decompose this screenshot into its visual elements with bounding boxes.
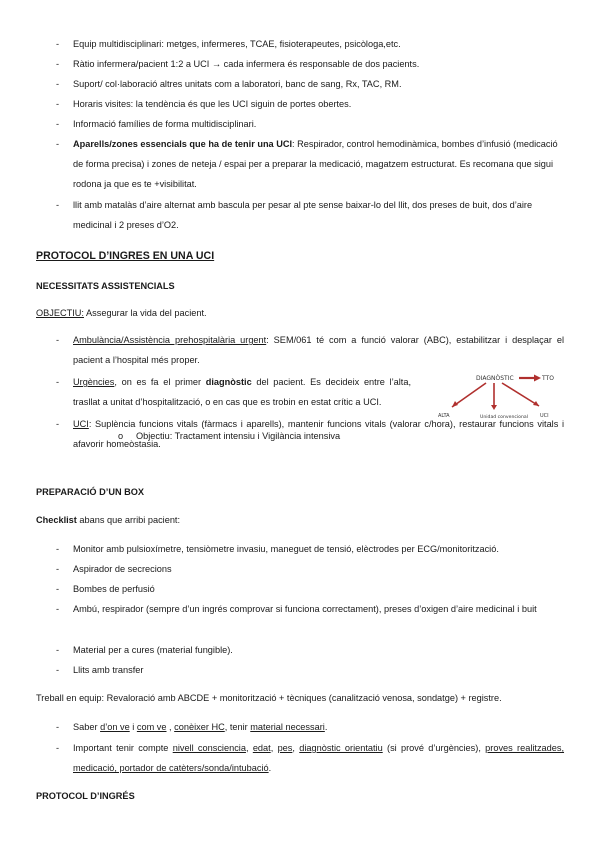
bullet-dash: - (56, 377, 60, 387)
bullet-dash: - (56, 139, 60, 149)
text-fragment: Important tenir compte (73, 743, 173, 753)
checklist-intro (36, 514, 180, 526)
bullet-dash: - (56, 119, 60, 129)
objectiu-text: Assegurar la vida del pacient. (83, 308, 207, 318)
box-heading: PREPARACIÓ D’UN BOX (36, 487, 145, 497)
bullet-dash: - (56, 584, 60, 594)
list-item-text: Material per a cures (material fungible). (73, 645, 233, 655)
underlined-term: Urgències (73, 377, 115, 387)
bullet-dash: - (56, 665, 60, 675)
list-item (56, 372, 411, 412)
list-item (56, 660, 564, 680)
arrow-left-head (452, 401, 458, 407)
list-item-rest: : Suplència funcions vitals (fàrmacs i aparells), mantenir funcions vitals (valorar c/hora), restaurar funcions vitals i afavorir homeòstasia. (73, 419, 564, 449)
bullet-dash: - (56, 722, 60, 732)
sub-list-item (118, 430, 340, 442)
list-item (56, 134, 564, 194)
list-item (56, 94, 564, 114)
bullet-dash: - (56, 604, 60, 614)
bullet-dash: - (56, 743, 60, 753)
arrow-down-right (502, 383, 539, 406)
checklist-text: abans que arribi pacient: (76, 515, 181, 525)
sub-list-text: Objectiu: Tractament intensiu i Vigilància intensiva (136, 431, 341, 441)
list-item-rest: del pacient. Es decideix entre l’alta, trasllat a unitat d’hospitalització, o en cas que es trobin en estat crític a UCI. (73, 377, 412, 407)
arrow-left (452, 383, 486, 407)
bullet-dash: - (56, 99, 60, 109)
underlined-term: UCI (73, 419, 89, 429)
text-fragment: (si prové d’urgències), (382, 743, 486, 753)
list-item-text: Informació famílies de forma multidisciplinari. (73, 119, 257, 129)
list-item (56, 738, 564, 778)
list-item-text: Ambú, respirador (sempre d’un ingrés comprovar si funciona correctament), preses d’oxigen d’aire medicinal i buit (73, 604, 537, 614)
list-item-text: Monitor amb pulsioxímetre, tensiòmetre invasiu, maneguet de tensió, elèctrodes per ECG/monitorització. (73, 544, 499, 554)
list-item (56, 74, 564, 94)
underlined-term: nivell consciencia (172, 743, 246, 753)
arrow-down-head (491, 405, 497, 410)
objectiu-line (36, 307, 207, 319)
bullet-dash: - (56, 564, 60, 574)
list-item (56, 579, 564, 599)
bullet-dash: - (56, 39, 60, 49)
underlined-term: proves realitzades, medicació, portador de catèters/sonda/intubació (73, 743, 565, 773)
list-item (56, 54, 564, 74)
diagram-right-label: TTO (542, 375, 554, 382)
list-item (56, 330, 564, 370)
text-fragment: , (166, 722, 175, 732)
diagram-bottom-right-label: UCI (540, 413, 549, 419)
text-fragment: . (268, 763, 272, 773)
list-item (56, 114, 564, 134)
list-item-text (56, 330, 564, 370)
diagnosis-flow-diagram (436, 372, 566, 432)
list-item-text (56, 372, 411, 412)
bullet-dash: - (56, 645, 60, 655)
text-fragment: i (129, 722, 137, 732)
bullet-dash: - (56, 79, 60, 89)
underlined-term: material necessari (250, 722, 325, 732)
underlined-term: pes (277, 743, 293, 753)
diagram-left-label: ALTA (438, 413, 450, 419)
bullet-dash: - (56, 59, 60, 69)
necessitats-heading: NECESSITATS ASSISTENCIALS (36, 281, 175, 291)
underlined-term: edat (252, 743, 271, 753)
diagram-top-label: DIAGNÒSTIC (476, 375, 514, 382)
list-item-text: llit amb matalàs d’aire alternat amb bascula per pesar al pte sense baixar-lo del llit, dos preses de buit, dos d’aire medicinal i 2 preses d’O2. (73, 200, 533, 230)
list-item-text: Horaris visites: la tendència és que les UCI siguin de portes obertes. (73, 99, 352, 109)
checklist-label: Checklist (36, 515, 77, 525)
list-item-text: Llits amb transfer (73, 665, 144, 675)
text-fragment: , (270, 743, 278, 753)
bullet-dash: - (56, 419, 60, 429)
underlined-term: Ambulància/Assistència prehospitalària urgent (73, 335, 267, 345)
list-item (56, 717, 564, 737)
underlined-term: conèixer HC (174, 722, 225, 732)
list-item (56, 34, 564, 54)
list-item-text: Ràtio infermera/pacient 1:2 a UCI → cada infermera és responsable de dos pacients. (73, 59, 420, 69)
text-fragment: , (292, 743, 300, 753)
teamwork-line: Treball en equip: Revaloració amb ABCDE + monitorització + tècniques (canalització venosa, sondatge) + registre. (36, 693, 502, 703)
list-item-rest: , on es fa el primer (114, 377, 206, 387)
section-title: PROTOCOL D’INGRES EN UNA UCI (36, 250, 215, 262)
text-fragment: . (324, 722, 328, 732)
list-item (56, 539, 564, 559)
list-item-text (56, 717, 564, 737)
list-item-rest: : SEM/061 té com a funció valorar (ABC), estabilitzar i desplaçar el pacient a l’hospital més proper. (73, 335, 564, 365)
list-item (56, 640, 564, 660)
underlined-term: com ve (136, 722, 167, 732)
list-item (56, 559, 564, 579)
list-item-text (56, 134, 564, 194)
bold-term: Aparells/zones essencials que ha de tenir una UCI (73, 139, 293, 149)
bold-term: diagnòstic (205, 377, 252, 387)
bullet-dash: - (56, 544, 60, 554)
list-item-text (56, 738, 564, 778)
protocol-heading: PROTOCOL D’INGRÉS (36, 791, 135, 801)
list-item-rest: : Respirador, control hemodinàmica, bombes d’infusió (medicació de forma precisa) i zones de neteja / espai per a preparar la medicació, magatzem estructurat. Es recomana que sigui rodona ja que es te +visibilitat. (73, 139, 558, 189)
list-item-text: Aspirador de secrecions (73, 564, 172, 574)
bullet-dash: - (56, 200, 60, 210)
sub-bullet: o (118, 431, 124, 441)
list-item (56, 195, 564, 235)
text-fragment: , tenir (224, 722, 251, 732)
list-item-text: Suport/ col·laboració altres unitats com a laboratori, banc de sang, Rx, TAC, RM. (73, 79, 402, 89)
list-item-text: Equip multidisciplinari: metges, infermeres, TCAE, fisioterapeutes, psicòloga,etc. (73, 39, 401, 49)
bullet-dash: - (56, 335, 60, 345)
text-fragment: , (245, 743, 253, 753)
list-item (56, 599, 564, 619)
diagram-middle-label: Unidad convencional (480, 415, 528, 420)
text-fragment: Saber (73, 722, 101, 732)
underlined-term: d’on ve (100, 722, 130, 732)
list-item-text: Bombes de perfusió (73, 584, 155, 594)
underlined-term: diagnòstic orientatiu (299, 743, 383, 753)
objectiu-label: OBJECTIU: (36, 308, 84, 318)
arrow-right-head (534, 375, 541, 382)
